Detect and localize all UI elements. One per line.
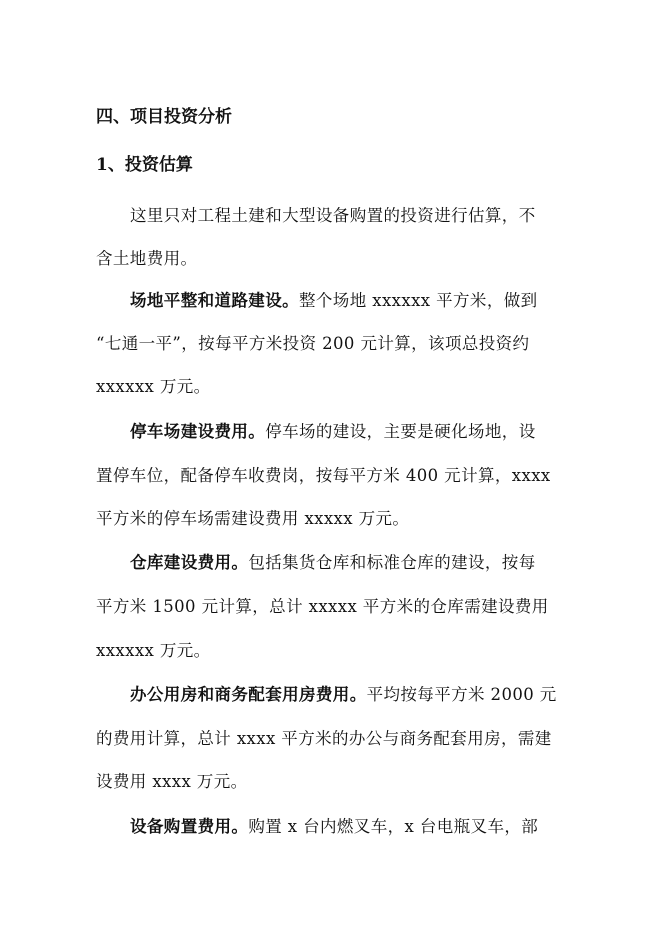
paragraph-2-lead: 场地平整和道路建设。 — [130, 291, 299, 310]
paragraph-5-lead: 办公用房和商务配套用房费用。 — [130, 685, 367, 704]
subsection-title: 1、投资估算 — [96, 155, 193, 175]
paragraph-3-text: 停车场的建设，主要是硬化场地，设 — [265, 422, 536, 441]
paragraph-3-line-1 — [130, 421, 536, 443]
paragraph-4-line-2: 平方米 1500 元计算，总计 xxxxx 平方米的仓库需建设费用 — [96, 597, 549, 616]
paragraph-1-line-1: 这里只对工程土建和大型设备购置的投资进行估算，不 — [130, 206, 536, 225]
paragraph-4-line-1 — [130, 552, 536, 574]
paragraph-5-text: 平均按每平方米 2000 元 — [366, 685, 557, 704]
paragraph-4-line-3: xxxxxx 万元。 — [96, 641, 211, 660]
paragraph-5-line-3: 设费用 xxxx 万元。 — [96, 772, 248, 791]
paragraph-2-text: 整个场地 xxxxxx 平方米，做到 — [299, 291, 538, 310]
paragraph-3-line-3: 平方米的停车场需建设费用 xxxxx 万元。 — [96, 509, 410, 528]
section-title: 四、项目投资分析 — [96, 107, 232, 127]
paragraph-5-line-1 — [130, 684, 557, 706]
paragraph-3-lead: 停车场建设费用。 — [130, 422, 266, 441]
paragraph-2-line-1 — [130, 290, 538, 312]
paragraph-1-line-2: 含土地费用。 — [96, 249, 198, 268]
paragraph-2-line-3: xxxxxx 万元。 — [96, 377, 211, 396]
paragraph-3-line-2: 置停车位，配备停车收费岗，按每平方米 400 元计算，xxxx — [96, 466, 551, 485]
paragraph-6-line-1 — [130, 816, 538, 838]
paragraph-2-line-2: “七通一平”，按每平方米投资 200 元计算，该项总投资约 — [96, 334, 530, 353]
paragraph-6-text: 购置 x 台内燃叉车，x 台电瓶叉车，部 — [248, 817, 539, 836]
paragraph-5-line-2: 的费用计算，总计 xxxx 平方米的办公与商务配套用房，需建 — [96, 729, 552, 748]
paragraph-4-lead: 仓库建设费用。 — [130, 553, 249, 572]
paragraph-6-lead: 设备购置费用。 — [130, 817, 249, 836]
paragraph-4-text: 包括集货仓库和标准仓库的建设，按每 — [248, 553, 536, 572]
